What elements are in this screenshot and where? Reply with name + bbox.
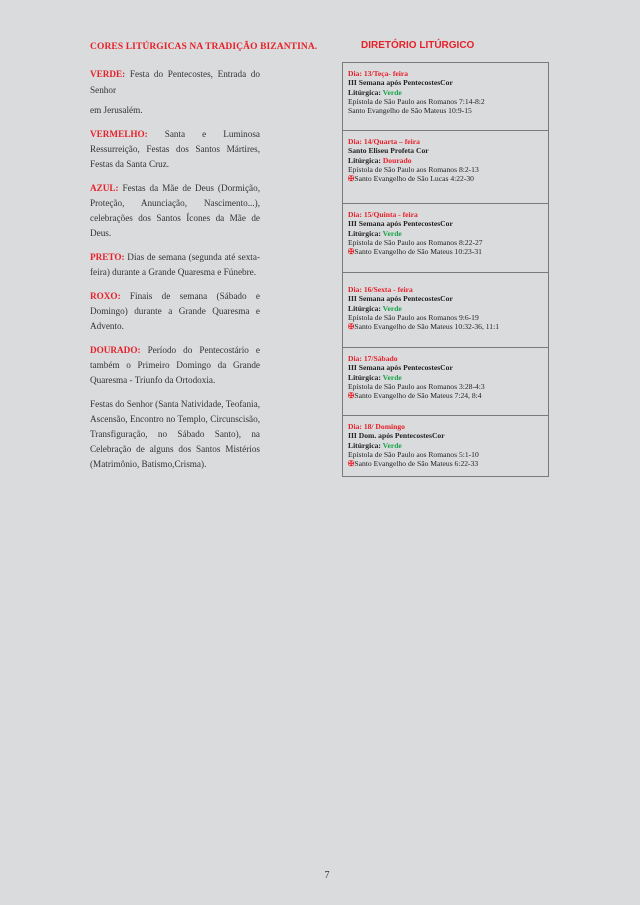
color-dourado	[90, 343, 260, 388]
entry-day: Dia: 16/Sexta - feira	[348, 285, 413, 294]
entry-gospel: ✠Santo Evangelho de São Mateus 10:23-31	[348, 247, 482, 257]
entry-liturgical-color: Litúrgica: Verde	[348, 440, 402, 450]
entry-gospel: Santo Evangelho de São Mateus 10:9-15	[348, 106, 472, 116]
directory-entry	[343, 204, 548, 273]
directory-entry	[343, 131, 548, 204]
entry-epistle: Epístola de São Paulo aos Romanos 8:2-13	[348, 164, 479, 174]
color-description: Festa do Pentecostes, Entrada do Senhor	[90, 69, 260, 95]
cross-icon: ✠	[348, 391, 355, 401]
directory-entry	[343, 63, 548, 131]
entry-epistle: Epístola de São Paulo aos Romanos 7:14-8:2	[348, 96, 485, 106]
entry-title: III Semana após PentecostesCor	[348, 219, 453, 229]
entry-gospel: ✠Santo Evangelho de São Lucas 4:22-30	[348, 174, 474, 184]
color-description-continued: em Jerusalém.	[90, 105, 143, 115]
entry-liturgical-color: Litúrgica: Dourado	[348, 155, 412, 165]
color-label: DOURADO:	[90, 345, 141, 355]
entry-day: Dia: 17/Sábado	[348, 354, 398, 363]
entry-epistle: Epístola de São Paulo aos Romanos 5:1-10	[348, 449, 479, 459]
entry-day: Dia: 13/Teça- feira	[348, 69, 409, 78]
directory-entry	[343, 273, 548, 348]
entry-title: III Dom. após PentecostesCor	[348, 431, 445, 441]
cross-icon: ✠	[348, 459, 355, 469]
cross-icon: ✠	[348, 247, 355, 257]
entry-liturgical-color: Litúrgica: Verde	[348, 228, 402, 238]
cross-icon: ✠	[348, 322, 355, 332]
color-label: ROXO:	[90, 291, 121, 301]
color-azul	[90, 181, 260, 241]
entry-epistle: Epístola de São Paulo aos Romanos 3:28-4:3	[348, 381, 485, 391]
page-number: 7	[324, 870, 330, 881]
color-description: Finais de semana (Sábado e Domingo) durante a Grande Quaresma e Advento.	[90, 291, 260, 331]
entry-gospel: ✠Santo Evangelho de São Mateus 10:32-36, 11:1	[348, 322, 499, 332]
directory-heading: DIRETÓRIO LITÚRGICO	[361, 40, 475, 51]
liturgical-colors-list	[90, 66, 260, 481]
color-roxo	[90, 289, 260, 334]
entry-gospel: ✠Santo Evangelho de São Mateus 7:24, 8:4	[348, 391, 482, 401]
entry-day: Dia: 14/Quarta – feira	[348, 137, 420, 146]
color-label: AZUL:	[90, 183, 119, 193]
entry-day: Dia: 18/ Domingo	[348, 422, 405, 431]
color-preto	[90, 250, 260, 280]
entry-epistle: Epístola de São Paulo aos Romanos 8:22-27	[348, 237, 483, 247]
directory-entry	[343, 348, 548, 416]
color-description: Festas do Senhor (Santa Natividade, Teofania, Ascensão, Encontro no Templo, Circunscisão, Transfiguração, no Sábado Santo), na Celebração de alguns dos Santos Mistérios (Matrimônio, Batismo,Crisma).	[90, 399, 260, 469]
entry-gospel: ✠Santo Evangelho de São Mateus 6:22-33	[348, 459, 479, 469]
entry-title: Santo Eliseu Profeta Cor	[348, 146, 429, 156]
entry-liturgical-color: Litúrgica: Verde	[348, 303, 402, 313]
cross-icon: ✠	[348, 174, 355, 184]
entry-epistle: Epístola de São Paulo aos Romanos 9:6-19	[348, 312, 479, 322]
entry-liturgical-color: Litúrgica: Verde	[348, 372, 402, 382]
color-description: Santa e Luminosa Ressurreição, Festas dos Santos Mártires, Festas da Santa Cruz.	[90, 129, 260, 169]
color-label: PRETO:	[90, 252, 125, 262]
entry-title: III Semana após PentecostesCor	[348, 78, 453, 88]
color-label: VERMELHO:	[90, 129, 148, 139]
color-verde	[90, 66, 260, 118]
color-description: Festas da Mãe de Deus (Dormição, Proteção, Anunciação, Nascimento...), celebrações dos Santos Ícones da Mãe de Deus.	[90, 183, 260, 238]
liturgical-directory-table	[342, 62, 549, 477]
color-description: Dias de semana (segunda até sexta-feira) durante a Grande Quaresma e Fúnebre.	[90, 252, 260, 277]
colors-heading: CORES LITÚRGICAS NA TRADIÇÃO BIZANTINA.	[90, 42, 318, 52]
color-description: Período do Pentecostário e também o Primeiro Domingo da Grande Quaresma - Triunfo da Ortodoxia.	[90, 345, 260, 385]
entry-day: Dia: 15/Quinta - feira	[348, 210, 418, 219]
entry-liturgical-color: Litúrgica: Verde	[348, 87, 402, 97]
color-lord-feasts	[90, 397, 260, 472]
color-label: VERDE:	[90, 69, 126, 79]
color-vermelho	[90, 127, 260, 172]
entry-title: III Semana após PentecostesCor	[348, 363, 453, 373]
directory-entry	[343, 416, 548, 477]
entry-title: III Semana após PentecostesCor	[348, 294, 453, 304]
